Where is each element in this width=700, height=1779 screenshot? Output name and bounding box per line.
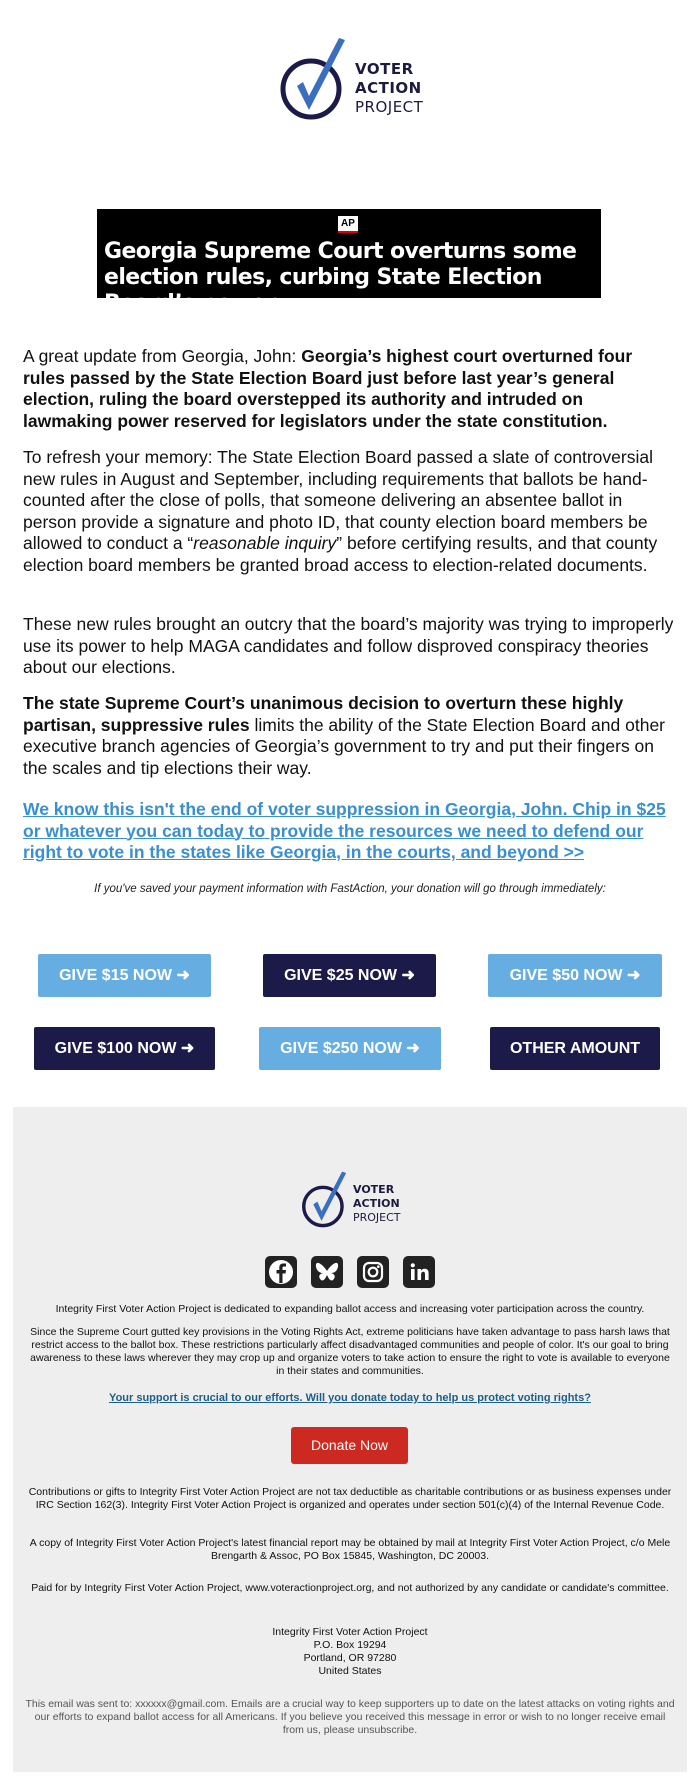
banner-headline: Georgia Supreme Court overturns some election rules, curbing State Election Board’s power (104, 239, 577, 316)
footer-paid-for: Paid for by Integrity First Voter Action Project, www.voteractionproject.org, and not authorized by any candidate or candidate's committee. (31, 1582, 669, 1594)
ap-logo: AP (338, 216, 358, 233)
donate-now-button[interactable]: Donate Now (291, 1427, 408, 1464)
footer-logo-line-action: ACTION (353, 1197, 400, 1210)
donate-cta-link[interactable]: We know this isn't the end of voter suppression in Georgia, John. Chip in $25 or whatever you can today to provide the resources we need to defend our right to vote in the states like Georgia, in the courts, and beyond >> (23, 799, 666, 862)
address-line: P.O. Box 19294 (313, 1639, 387, 1651)
footer-checkmark-circle-icon (301, 1168, 353, 1234)
footer-logo-line-voter: VOTER (353, 1183, 395, 1196)
address-line: United States (318, 1665, 382, 1677)
footer-mission: Integrity First Voter Action Project is dedicated to expanding ballot access and increasing voter participation across the country. (55, 1303, 645, 1315)
outcry-text: These new rules brought an outcry that the board’s majority was trying to improperly use its power to help MAGA candidates and follow disproved conspiracy theories about our elections. (23, 614, 674, 677)
footer-email-disclaimer: This email was sent to: xxxxxx@gmail.com. Emails are a crucial way to keep supporters up to date on the latest attacks on voting rights and our efforts to expand ballot access for all Americans. If you believe you received this message in error or wish to no longer receive email from us, please unsubscribe. (25, 1698, 675, 1736)
facebook-icon[interactable] (265, 1256, 297, 1288)
footer-logo-wordmark (353, 1183, 401, 1225)
footer-financial-report: A copy of Integrity First Voter Action Project's latest financial report may be obtained by mail at Integrity First Voter Action Project, c/o Mele Brengarth & Assoc, PO Box 15845, Washington, DC 20003. (29, 1537, 671, 1562)
news-headline-banner[interactable] (97, 209, 601, 316)
give-100-button[interactable]: GIVE $100 NOW ➜ (34, 1027, 215, 1070)
checkmark-circle-icon (279, 36, 355, 126)
footer-logo-line-project: PROJECT (353, 1211, 401, 1224)
instagram-icon[interactable] (357, 1256, 389, 1288)
paragraph-decision (23, 693, 675, 779)
refresh-text-start: To refresh your memory: The State Election Board passed a slate of controversial new rules in August and September, including requirements that ballots be hand-counted after the close of polls, that someone delivering an absentee ballot in person provide a signature and photo ID, that county election board members be allowed to conduct a “ (23, 447, 653, 553)
give-250-button[interactable]: GIVE $250 NOW ➜ (259, 1027, 441, 1070)
intro-text: A great update from Georgia, John: (23, 346, 302, 366)
give-25-button[interactable]: GIVE $25 NOW ➜ (263, 954, 436, 997)
footer-logo[interactable] (301, 1168, 411, 1234)
footer-address (25, 1626, 675, 1678)
refresh-text-end: ” before certifying results, and that county election board members be granted broad access to election-related documents. (23, 533, 658, 575)
decision-text: limits the ability of the State Election Board and other executive branch agencies of Georgia’s government to try and put their fingers on the scales and tip elections their way. (23, 714, 666, 778)
logo-line-voter: VOTER (355, 60, 414, 78)
footer-support-link[interactable]: Your support is crucial to our efforts. Will you donate today to help us protect voting rights? (109, 1392, 591, 1404)
footer-vra-text: Since the Supreme Court gutted key provisions in the Voting Rights Act, extreme politicians have taken advantage to pass harsh laws that restrict access to the ballot box. These restrictions particularly affect disadvantaged communities and people of color. It's our goal to bring awareness to these laws wherever they may crop up and organize voters to take action to ensure the right to vote is available to everyone in their states and communities. (30, 1326, 670, 1377)
logo-wordmark (355, 60, 423, 117)
logo-line-action: ACTION (355, 79, 422, 97)
footer-tax-disclaimer: Contributions or gifts to Integrity First Voter Action Project are not tax deductible as charitable contributions or as business expenses under IRC Section 162(3). Integrity First Voter Action Project is organized and operates under section 501(c)(4) of the Internal Revenue Code. (28, 1486, 672, 1511)
give-50-button[interactable]: GIVE $50 NOW ➜ (488, 954, 662, 997)
give-15-button[interactable]: GIVE $15 NOW ➜ (38, 954, 211, 997)
intro-bold-text: Georgia’s highest court overturned four rules passed by the State Election Board just before last year’s general election, ruling the board overstepped its authority and intruded on lawmaking power reserved for legislators under the state constitution. (23, 346, 633, 431)
bluesky-icon[interactable] (311, 1256, 343, 1288)
other-amount-button[interactable]: OTHER AMOUNT (490, 1027, 660, 1070)
logo-line-project: PROJECT (355, 98, 424, 116)
paragraph-refresh (23, 447, 675, 576)
decision-bold-text: The state Supreme Court’s unanimous decision to overturn these highly partisan, suppressive rules (23, 693, 624, 735)
voter-action-project-logo[interactable] (279, 36, 429, 126)
refresh-italic-text: reasonable inquiry (193, 533, 337, 553)
paragraph-intro (23, 346, 675, 432)
address-line: Portland, OR 97280 (303, 1652, 397, 1664)
linkedin-icon[interactable] (403, 1256, 435, 1288)
address-line: Integrity First Voter Action Project (272, 1626, 428, 1638)
fastaction-note: If you've saved your payment information with FastAction, your donation will go through immediately: (94, 883, 606, 895)
paragraph-outcry (23, 614, 675, 679)
